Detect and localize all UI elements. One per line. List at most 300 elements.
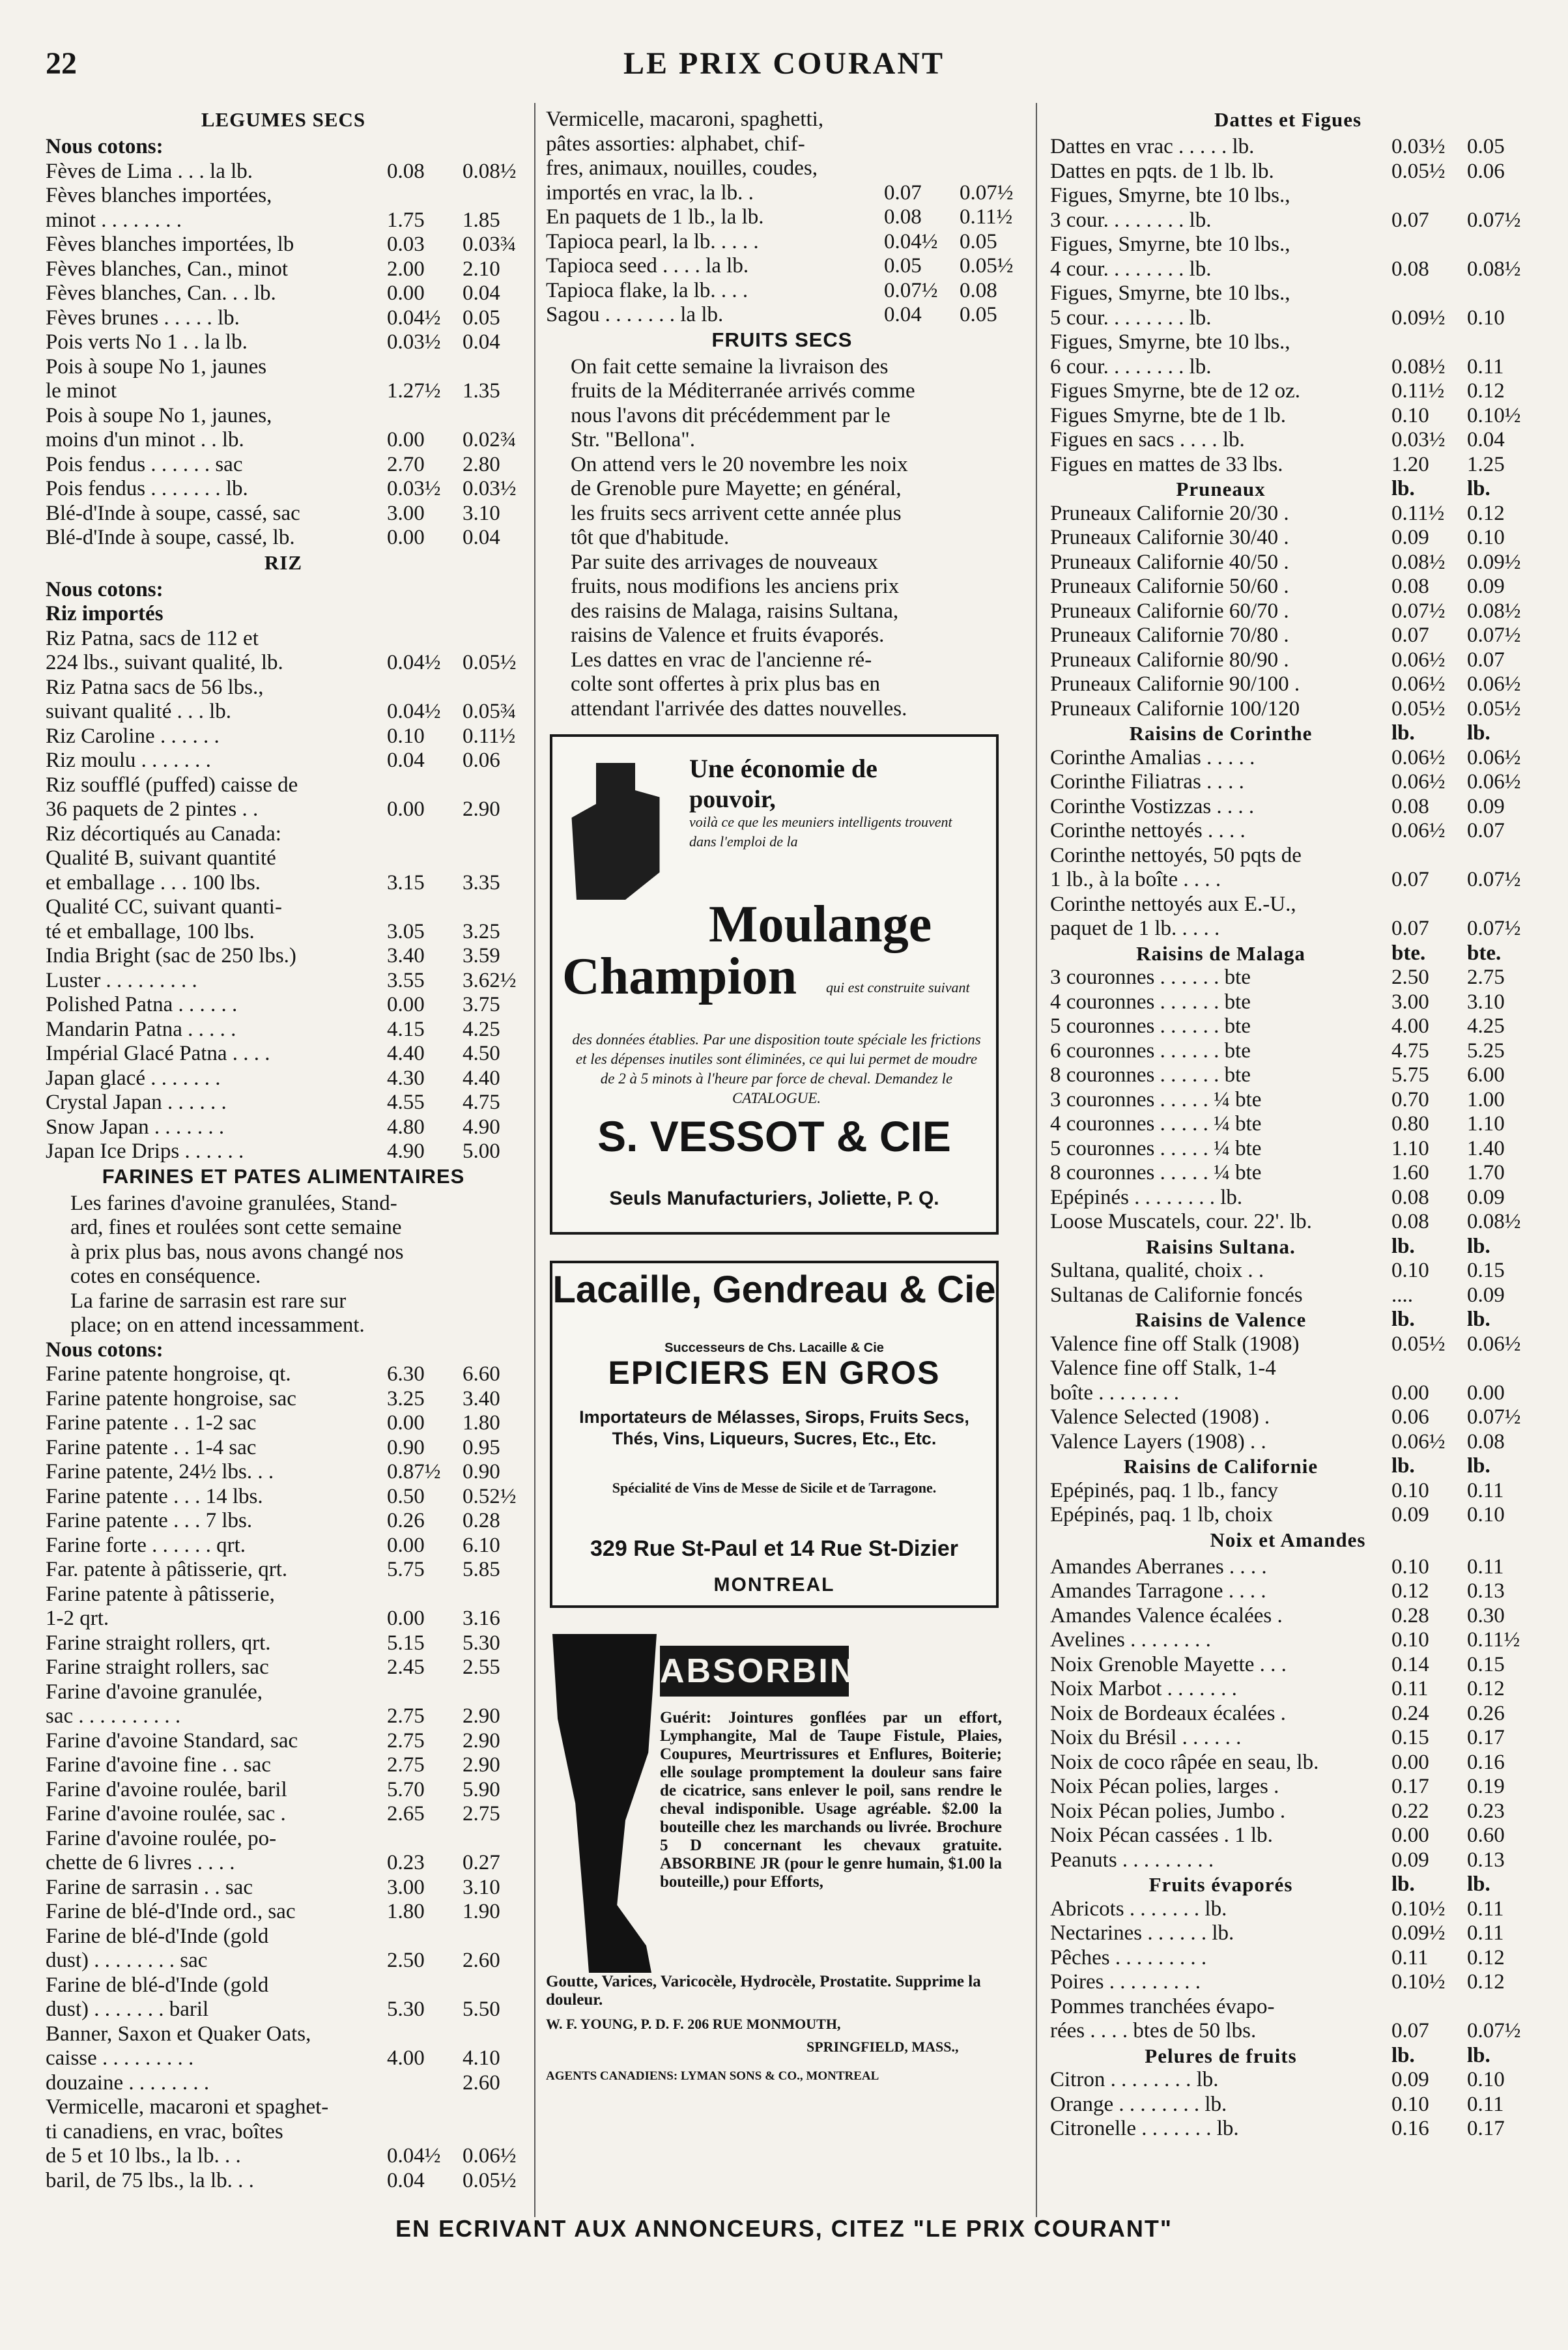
price-high: 0.16 xyxy=(1467,1750,1505,1774)
price-high: 0.05½ xyxy=(463,2168,517,2192)
fruits-paragraph-1 xyxy=(546,355,1018,453)
price-item-label: Figues, Smyrne, bte 10 lbs., xyxy=(1050,281,1290,305)
price-high: 0.11 xyxy=(1467,354,1504,379)
price-low: 0.03 xyxy=(387,233,425,256)
price-low: 4.90 xyxy=(387,1139,425,1163)
section-heading-riz: RIZ xyxy=(264,551,303,574)
ad-vessot-brand-champion: Champion xyxy=(562,948,797,1005)
price-low: 0.10 xyxy=(1391,403,1429,427)
price-high: 0.03¾ xyxy=(463,233,517,256)
price-high: 2.55 xyxy=(463,1655,500,1679)
price-low xyxy=(1391,281,1467,306)
price-row xyxy=(1050,502,1526,526)
price-row xyxy=(1050,1799,1526,1824)
price-item-label: Tapioca seed . . . . la lb. xyxy=(546,254,749,278)
paragraph-line: Par suite des arrivages de nouveaux xyxy=(571,550,878,574)
price-high xyxy=(1467,1356,1526,1381)
price-high: 0.04 xyxy=(1467,428,1505,451)
price-item-label: té et emballage, 100 lbs. xyxy=(46,919,255,943)
price-low xyxy=(387,2022,463,2047)
price-item-label: Pruneaux Californie 20/30 . xyxy=(1050,501,1289,525)
price-low: 0.00 xyxy=(387,428,425,451)
price-row xyxy=(1050,1897,1526,1922)
price-row xyxy=(1050,1702,1526,1727)
price-high xyxy=(463,1827,521,1852)
price-list-corinthe xyxy=(1050,746,1526,941)
price-row xyxy=(1050,575,1526,599)
price-low: 4.30 xyxy=(387,1066,425,1090)
price-high: 0.10 xyxy=(1467,526,1505,549)
price-high: 0.15 xyxy=(1467,1259,1505,1282)
price-high: 0.07½ xyxy=(1467,2019,1521,2042)
price-high xyxy=(463,1680,521,1705)
price-row xyxy=(46,627,521,652)
section-heading-pruneaux: Pruneaux xyxy=(1176,478,1266,500)
price-high xyxy=(463,2120,521,2145)
price-item-label: 3 couronnes . . . . . ¼ bte xyxy=(1050,1087,1262,1111)
price-high xyxy=(960,156,1018,181)
price-row xyxy=(546,181,1018,206)
price-item-label: Noix Pécan polies, larges . xyxy=(1050,1775,1279,1798)
price-high: 4.25 xyxy=(1467,1014,1505,1038)
price-row xyxy=(1050,1014,1526,1039)
price-item-label: Pruneaux Californie 60/70 . xyxy=(1050,599,1289,623)
price-item-label: dust) . . . . . . . . sac xyxy=(46,1949,208,1972)
price-item-label: Figues en mattes de 33 lbs. xyxy=(1050,452,1283,476)
price-low: 0.00 xyxy=(387,1411,425,1435)
price-row xyxy=(1050,1332,1526,1357)
price-high: 0.07½ xyxy=(1467,868,1521,891)
price-item-label: Qualité CC, suivant quanti- xyxy=(46,895,282,919)
section-heading-legumes: LEGUMES SECS xyxy=(201,108,366,131)
price-row xyxy=(1050,648,1526,673)
price-item-label: Figues en sacs . . . . lb. xyxy=(1050,428,1245,451)
price-row xyxy=(46,700,521,724)
price-item-label: Farine de blé-d'Inde (gold xyxy=(46,1973,269,1997)
price-row xyxy=(46,1778,521,1803)
price-low: 0.08½ xyxy=(1391,354,1446,379)
unit-label: lb. xyxy=(1391,721,1415,745)
price-low: 0.03½ xyxy=(1391,135,1446,158)
price-row xyxy=(46,724,521,749)
price-high: 2.90 xyxy=(463,1728,500,1753)
price-row xyxy=(1050,819,1526,844)
price-low: 5.75 xyxy=(387,1558,425,1581)
price-low: 3.00 xyxy=(387,501,425,525)
price-row xyxy=(1050,281,1526,306)
price-low xyxy=(387,1925,463,1949)
price-item-label: Nectarines . . . . . . lb. xyxy=(1050,1921,1234,1945)
price-high: 1.85 xyxy=(463,208,500,232)
price-item-label: Pommes tranchées évapo- xyxy=(1050,1994,1275,2018)
price-low: 0.04½ xyxy=(387,306,441,330)
price-item-label: Pruneaux Californie 80/90 . xyxy=(1050,648,1289,672)
price-high: 0.09 xyxy=(1467,794,1505,818)
price-item-label: Riz décortiqués au Canada: xyxy=(46,822,281,846)
price-row xyxy=(1050,966,1526,990)
price-item-label: Riz Patna sacs de 56 lbs., xyxy=(46,675,264,699)
price-item-label: Farine patente, 24½ lbs. . . xyxy=(46,1460,274,1483)
price-item-label: pâtes assorties: alphabet, chif- xyxy=(546,132,805,156)
price-high: 0.06 xyxy=(463,749,500,772)
price-low xyxy=(1391,893,1467,917)
price-high: 0.06½ xyxy=(1467,770,1521,794)
price-row xyxy=(46,676,521,700)
price-high xyxy=(463,1583,521,1607)
price-low: 3.40 xyxy=(387,944,425,967)
price-row xyxy=(546,205,1018,230)
price-item-label: Noix Pécan polies, Jumbo . xyxy=(1050,1799,1286,1823)
price-item-label: Blé-d'Inde à soupe, cassé, lb. xyxy=(46,526,295,549)
price-item-label: Corinthe Amalias . . . . . xyxy=(1050,745,1255,769)
price-row xyxy=(1050,1775,1526,1799)
price-row xyxy=(46,749,521,773)
price-item-label: caisse . . . . . . . . . xyxy=(46,2046,194,2070)
price-low: 0.08 xyxy=(1391,794,1429,818)
price-high: 2.80 xyxy=(463,452,500,476)
price-item-label: Riz soufflé (puffed) caisse de xyxy=(46,773,298,797)
price-low: 0.04½ xyxy=(387,651,441,674)
price-high: 0.08 xyxy=(1467,1429,1505,1454)
price-row xyxy=(1050,355,1526,380)
price-item-label: Farine straight rollers, qrt. xyxy=(46,1631,271,1655)
price-row xyxy=(46,944,521,969)
price-low: 0.07 xyxy=(1391,868,1429,891)
price-low: 0.06 xyxy=(1391,1405,1429,1429)
price-high: 3.10 xyxy=(463,1875,500,1899)
price-row xyxy=(1050,672,1526,697)
price-high: 4.90 xyxy=(463,1115,500,1139)
price-item-label: minot . . . . . . . . xyxy=(46,208,182,232)
price-high: 6.00 xyxy=(1467,1063,1505,1087)
price-high: 3.75 xyxy=(463,993,500,1016)
price-high: 5.90 xyxy=(463,1777,500,1801)
price-high: 5.25 xyxy=(1467,1039,1505,1063)
price-row xyxy=(1050,746,1526,771)
price-row xyxy=(1050,2117,1526,2142)
section-heading-pruneaux-row xyxy=(1050,477,1526,502)
price-item-label: 6 couronnes . . . . . . bte xyxy=(1050,1039,1251,1063)
price-high: 0.07½ xyxy=(1467,623,1521,647)
price-item-label: Figues, Smyrne, bte 10 lbs., xyxy=(1050,233,1290,256)
price-high xyxy=(1467,281,1526,306)
price-low: 0.10 xyxy=(1391,2092,1429,2116)
price-row xyxy=(546,156,1018,181)
price-low: 0.09½ xyxy=(1391,1921,1446,1945)
price-row xyxy=(1050,1579,1526,1604)
price-item-label: Figues Smyrne, bte de 1 lb. xyxy=(1050,403,1287,427)
price-high: 0.90 xyxy=(463,1460,500,1483)
price-high xyxy=(463,184,521,208)
price-item-label: Epépinés . . . . . . . . lb. xyxy=(1050,1185,1243,1209)
price-item-label: importés en vrac, la lb. . xyxy=(546,180,754,205)
section-heading-noix: Noix et Amandes xyxy=(1210,1528,1366,1551)
price-high: 0.04 xyxy=(463,526,500,549)
ad-lacaille-specialty: Spécialité de Vins de Messe de Sicile et de Tarragone. xyxy=(612,1480,937,1496)
price-high: 0.05 xyxy=(463,306,500,330)
price-low: 1.60 xyxy=(1391,1161,1429,1184)
price-item-label: Loose Muscatels, cour. 22'. lb. xyxy=(1050,1210,1312,1233)
price-row xyxy=(1050,697,1526,722)
column-rule xyxy=(1036,103,1037,2217)
price-high: 0.06½ xyxy=(463,2144,517,2168)
price-row xyxy=(1050,1970,1526,1995)
price-high: 1.25 xyxy=(1467,452,1505,476)
price-low: 0.08½ xyxy=(1391,550,1446,574)
price-high: 0.17 xyxy=(1467,1726,1505,1749)
price-high: 0.09 xyxy=(1467,575,1505,598)
price-low: 4.40 xyxy=(387,1042,425,1065)
section-heading-californie-row xyxy=(1050,1454,1526,1479)
price-row xyxy=(46,526,521,551)
price-row xyxy=(1050,868,1526,893)
price-item-label: 3 couronnes . . . . . . bte xyxy=(1050,966,1251,989)
price-high: 0.11 xyxy=(1467,1897,1504,1921)
price-high: 0.12 xyxy=(1467,379,1505,403)
price-row xyxy=(546,303,1018,328)
price-item-label: Riz Patna, sacs de 112 et xyxy=(46,626,259,650)
price-row xyxy=(46,773,521,798)
unit-label: lb. xyxy=(1467,2043,1490,2067)
price-row xyxy=(1050,1555,1526,1580)
price-high: 0.17 xyxy=(1467,2117,1505,2140)
paragraph-line: nous l'avons dit précédemment par le xyxy=(571,403,891,427)
price-high xyxy=(463,895,521,920)
price-low: 0.28 xyxy=(1391,1603,1429,1627)
price-high: 0.05 xyxy=(1467,135,1505,158)
price-low: 0.11½ xyxy=(1391,379,1445,403)
price-high: 0.05½ xyxy=(463,651,517,674)
price-item-label: 4 cour. . . . . . . . lb. xyxy=(1050,257,1212,281)
price-low: 5.70 xyxy=(387,1777,425,1801)
price-low: 0.22 xyxy=(1391,1799,1429,1823)
price-item-label: chette de 6 livres . . . . xyxy=(46,1851,235,1874)
price-low: 2.00 xyxy=(387,257,425,281)
price-item-label: Qualité B, suivant quantité xyxy=(46,846,276,870)
price-high: 0.10 xyxy=(1467,1503,1505,1526)
price-list-legumes xyxy=(46,160,521,551)
price-high: 0.06½ xyxy=(1467,1332,1521,1356)
price-low: 0.08 xyxy=(1391,575,1429,598)
price-item-label: 224 lbs., suivant qualité, lb. xyxy=(46,651,283,674)
price-row xyxy=(46,257,521,282)
unit-label: lb. xyxy=(1391,1454,1415,1478)
price-item-label: Farine straight rollers, sac xyxy=(46,1655,269,1679)
price-item-label: Fèves de Lima . . . la lb. xyxy=(46,159,253,183)
advertisement-vessot xyxy=(550,734,999,1235)
price-low: 0.23 xyxy=(387,1851,425,1874)
price-row xyxy=(46,1534,521,1558)
paragraph-line: Les dattes en vrac de l'ancienne ré- xyxy=(571,648,872,672)
price-low: 0.15 xyxy=(1391,1726,1429,1749)
paragraph-line: On attend vers le 20 novembre les noix xyxy=(571,452,908,476)
paragraph-line: On fait cette semaine la livraison des xyxy=(571,354,889,379)
price-row xyxy=(1050,1405,1526,1430)
price-row xyxy=(46,846,521,871)
price-high: 0.07½ xyxy=(1467,1405,1521,1429)
price-high: 0.09½ xyxy=(1467,550,1521,574)
paragraph-line: fruits de la Méditerranée arrivés comme xyxy=(571,379,915,403)
price-low: 0.07 xyxy=(1391,2019,1429,2042)
section-heading-californie: Raisins de Californie xyxy=(1123,1455,1319,1478)
column-3 xyxy=(1050,107,1526,2142)
price-high: 0.08½ xyxy=(1467,1210,1521,1233)
price-item-label: Corinthe nettoyés . . . . xyxy=(1050,819,1246,842)
price-item-label: 5 cour. . . . . . . . lb. xyxy=(1050,306,1212,330)
price-row xyxy=(46,1018,521,1042)
price-row xyxy=(1050,1921,1526,1946)
price-high xyxy=(463,1973,521,1998)
price-low xyxy=(1391,844,1467,868)
price-item-label: Sagou . . . . . . . la lb. xyxy=(546,303,724,326)
price-low: 0.06½ xyxy=(1391,745,1446,769)
price-low xyxy=(387,822,463,847)
price-row xyxy=(1050,893,1526,917)
price-low: 0.00 xyxy=(387,1607,425,1630)
advertisement-absorbine xyxy=(546,1634,1018,2083)
price-item-label: Fèves blanches importées, lb xyxy=(46,233,294,256)
price-low xyxy=(387,1827,463,1852)
price-item-label: Sultana, qualité, choix . . xyxy=(1050,1259,1264,1282)
price-low: 0.03½ xyxy=(1391,428,1446,451)
price-item-label: Crystal Japan . . . . . . xyxy=(46,1091,227,1114)
price-row xyxy=(1050,1430,1526,1455)
price-row xyxy=(46,330,521,355)
price-low: 0.08 xyxy=(1391,1210,1429,1233)
price-low xyxy=(387,355,463,380)
price-low: 0.08 xyxy=(1391,1185,1429,1209)
price-low: 0.07 xyxy=(1391,208,1429,232)
price-row xyxy=(1050,135,1526,160)
price-row xyxy=(46,1115,521,1140)
price-item-label: Noix du Brésil . . . . . . xyxy=(1050,1726,1242,1749)
price-low: .... xyxy=(1391,1283,1413,1307)
price-high: 0.06 xyxy=(1467,159,1505,183)
price-row xyxy=(46,1485,521,1510)
price-high xyxy=(1467,184,1526,208)
price-item-label: moins d'un minot . . lb. xyxy=(46,428,244,451)
unit-label: lb. xyxy=(1467,1308,1490,1331)
price-item-label: Figues, Smyrne, bte 10 lbs., xyxy=(1050,184,1290,207)
price-high: 0.04 xyxy=(463,330,500,354)
price-low: 0.70 xyxy=(1391,1087,1429,1111)
price-row xyxy=(46,1876,521,1900)
price-low: 0.06½ xyxy=(1391,819,1446,842)
price-high: 5.30 xyxy=(463,1631,500,1655)
price-item-label: Japan Ice Drips . . . . . . xyxy=(46,1139,244,1163)
price-high: 0.30 xyxy=(1467,1603,1505,1627)
ad-vessot-body: des données établies. Par une disposition toute spéciale les frictions et les dépenses inutiles sont éliminées, ce qui lui permet de moudre de 2 à 5 minots à l'heure par force de cheval. Demandez le CATALOGUE. xyxy=(572,1031,981,1106)
price-high: 6.60 xyxy=(463,1362,500,1386)
price-item-label: Vermicelle, macaroni, spaghetti, xyxy=(546,107,824,131)
price-row xyxy=(46,1704,521,1729)
price-item-label: et emballage . . . 100 lbs. xyxy=(46,870,261,895)
price-item-label: Fèves blanches, Can., minot xyxy=(46,257,289,281)
unit-label: lb. xyxy=(1391,1872,1415,1896)
price-low: 0.04 xyxy=(884,303,922,326)
price-item-label: 5 couronnes . . . . . ¼ bte xyxy=(1050,1136,1262,1160)
price-high: 0.19 xyxy=(1467,1775,1505,1798)
price-row xyxy=(1050,1112,1526,1137)
price-high xyxy=(463,846,521,871)
price-item-label: Epépinés, paq. 1 lb., fancy xyxy=(1050,1478,1279,1502)
unit-label: lb. xyxy=(1391,1234,1415,1258)
price-high: 3.16 xyxy=(463,1607,500,1630)
unit-label: lb. xyxy=(1391,477,1415,500)
price-high: 0.07½ xyxy=(1467,917,1521,940)
price-row xyxy=(1050,1039,1526,1064)
price-item-label: Noix Grenoble Mayette . . . xyxy=(1050,1652,1287,1676)
price-row xyxy=(1050,1995,1526,2020)
price-high: 0.08 xyxy=(960,278,997,302)
column-2 xyxy=(546,107,1018,2083)
price-low: 0.09 xyxy=(1391,2068,1429,2091)
price-item-label: suivant qualité . . . lb. xyxy=(46,700,232,723)
price-item-label: Amandes Tarragone . . . . xyxy=(1050,1579,1266,1603)
price-item-label: Amandes Aberranes . . . . xyxy=(1050,1555,1267,1579)
price-low xyxy=(387,404,463,429)
ad-lacaille-epiciers: EPICIERS EN GROS xyxy=(608,1354,941,1391)
price-high: 0.05¾ xyxy=(463,700,517,723)
price-low: 0.04 xyxy=(387,2168,425,2192)
price-item-label: de 5 et 10 lbs., la lb. . . xyxy=(46,2144,241,2168)
price-item-label: Blé-d'Inde à soupe, cassé, sac xyxy=(46,501,300,525)
price-high: 0.00 xyxy=(1467,1381,1505,1405)
price-row xyxy=(1050,795,1526,820)
price-item-label: fres, animaux, nouilles, coudes, xyxy=(546,156,818,180)
price-row xyxy=(1050,257,1526,282)
price-item-label: Farine d'avoine roulée, po- xyxy=(46,1826,277,1850)
price-low xyxy=(387,184,463,208)
paragraph-line: des raisins de Malaga, raisins Sultana, xyxy=(571,599,899,623)
nous-cotons-label: Nous cotons: xyxy=(46,135,164,158)
price-item-label: Farine d'avoine fine . . sac xyxy=(46,1753,271,1777)
price-row xyxy=(46,1680,521,1705)
price-row xyxy=(46,1091,521,1115)
price-item-label: Citron . . . . . . . . lb. xyxy=(1050,2068,1219,2091)
price-low xyxy=(1391,1356,1467,1381)
price-low: 0.00 xyxy=(387,526,425,549)
price-item-label: Corinthe Filiatras . . . . xyxy=(1050,770,1244,794)
price-high: 2.10 xyxy=(463,257,500,281)
price-row xyxy=(46,1900,521,1925)
nous-cotons-label: Nous cotons: xyxy=(46,577,164,601)
price-row xyxy=(1050,453,1526,478)
price-item-label: Peanuts . . . . . . . . . xyxy=(1050,1848,1214,1872)
price-row xyxy=(1050,184,1526,208)
price-low: 0.07½ xyxy=(884,278,938,302)
price-item-label: Banner, Saxon et Quaker Oats, xyxy=(46,2022,311,2046)
price-row xyxy=(1050,1381,1526,1406)
price-low: 0.00 xyxy=(1391,1824,1429,1847)
price-row xyxy=(546,279,1018,304)
price-item-label: Dattes en vrac . . . . . lb. xyxy=(1050,135,1255,158)
price-low: 0.03½ xyxy=(387,330,441,354)
price-item-label: Valence Layers (1908) . . xyxy=(1050,1429,1266,1454)
price-high: 0.11 xyxy=(1467,1478,1504,1502)
price-high: 1.80 xyxy=(463,1411,500,1435)
price-item-label: le minot xyxy=(46,379,117,403)
price-high: 0.09 xyxy=(1467,1283,1505,1307)
price-high: 0.15 xyxy=(1467,1652,1505,1676)
price-low: 0.14 xyxy=(1391,1652,1429,1676)
price-item-label: Pois fendus . . . . . . sac xyxy=(46,452,243,476)
price-row xyxy=(46,1509,521,1534)
price-row xyxy=(46,1973,521,1998)
ad-vessot-intro xyxy=(689,788,963,852)
price-row xyxy=(1050,208,1526,233)
price-low: 0.07½ xyxy=(1391,599,1446,623)
